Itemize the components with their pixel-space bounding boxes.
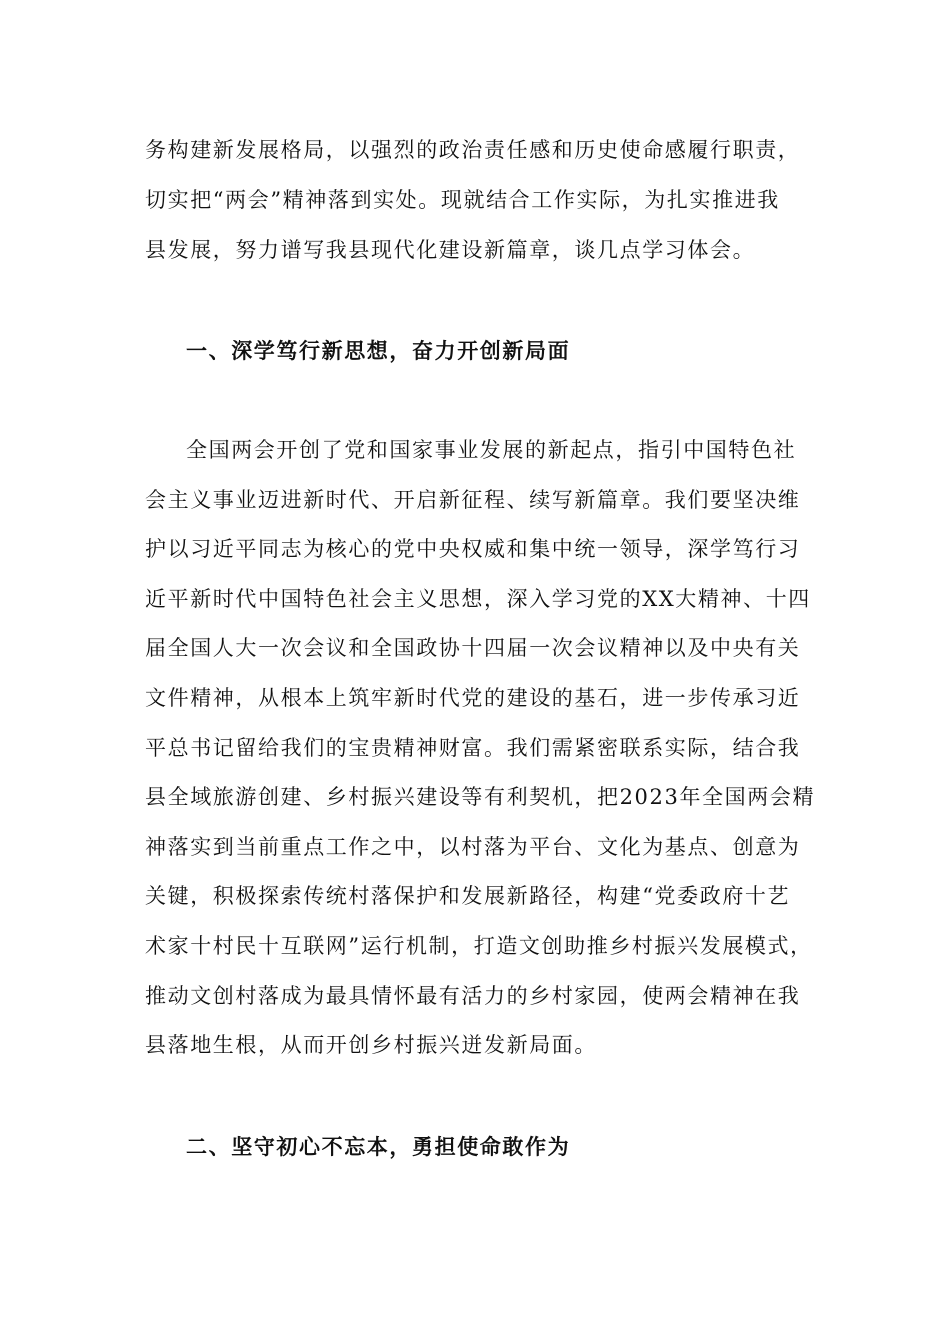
section-1-line: 近平新时代中国特色社会主义思想，深入学习党的XX大精神、十四 <box>145 587 811 611</box>
section-1-line: 护以习近平同志为核心的党中央权威和集中统一领导，深学笃行习 <box>145 537 801 561</box>
section-1-line: 届全国人大一次会议和全国政协十四届一次会议精神以及中央有关 <box>145 636 801 660</box>
section-1-line: 县全域旅游创建、乡村振兴建设等有利契机，把2023年全国两会精 <box>145 785 816 809</box>
intro-line: 切实把“两会”精神落到实处。现就结合工作实际，为扎实推进我 <box>145 188 780 212</box>
section-1-heading: 一、深学笃行新思想，奋力开创新局面 <box>186 338 571 363</box>
intro-line: 县发展，努力谱写我县现代化建设新篇章，谈几点学习体会。 <box>145 238 756 262</box>
section-2-heading: 二、坚守初心不忘本，勇担使命敢作为 <box>186 1134 571 1159</box>
section-1-line: 关键，积极探索传统村落保护和发展新路径，构建“党委政府十艺 <box>145 884 791 908</box>
section-1-line: 推动文创村落成为最具情怀最有活力的乡村家园，使两会精神在我 <box>145 984 801 1008</box>
section-1-line: 会主义事业迈进新时代、开启新征程、续写新篇章。我们要坚决维 <box>145 488 801 512</box>
section-1-line: 文件精神，从根本上筑牢新时代党的建设的基石，进一步传承习近 <box>145 686 801 710</box>
intro-line: 务构建新发展格局，以强烈的政治责任感和历史使命感履行职责， <box>145 138 801 162</box>
section-1-line: 术家十村民十互联网”运行机制，打造文创助推乡村振兴发展模式， <box>145 934 813 958</box>
section-1-line: 平总书记留给我们的宝贵精神财富。我们需紧密联系实际，结合我 <box>145 736 801 760</box>
section-1-line: 县落地生根，从而开创乡村振兴迸发新局面。 <box>145 1033 597 1057</box>
section-1-line: 全国两会开创了党和国家事业发展的新起点，指引中国特色社 <box>186 438 797 462</box>
section-1-line: 神落实到当前重点工作之中，以村落为平台、文化为基点、创意为 <box>145 835 801 859</box>
